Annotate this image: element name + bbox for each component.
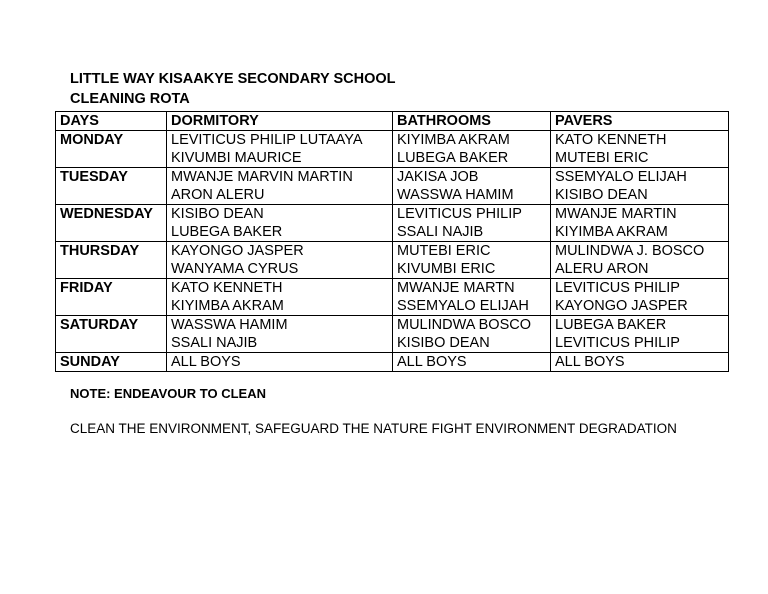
day-cell: THURSDAY [56,242,167,279]
assignee-name: MWANJE MARVIN MARTIN [171,169,353,185]
header-days: DAYS [56,112,167,131]
assignee-name: JAKISA JOB [397,169,479,185]
assignee-name: LEVITICUS PHILIP LUTAAYA [171,132,363,148]
table-header-row [56,112,729,131]
bathrooms-cell [393,131,551,168]
assignee-name: KISIBO DEAN [555,187,648,203]
day-cell: MONDAY [56,131,167,168]
pavers-cell [551,316,729,353]
assignee-name: SSALI NAJIB [397,224,484,240]
bathrooms-cell [393,242,551,279]
note-heading: NOTE: ENDEAVOUR TO CLEAN [70,386,266,401]
assignee-name: KIVUMBI ERIC [397,261,496,277]
cleaning-rota-table [55,111,729,372]
assignee-name: KIVUMBI MAURICE [171,150,302,166]
table-row [56,242,729,279]
table-row [56,131,729,168]
rota-title: CLEANING ROTA [70,91,190,107]
assignee-name: MUTEBI ERIC [555,150,649,166]
pavers-cell [551,205,729,242]
assignee-name: ALERU ARON [555,261,649,277]
assignee-name: WASSWA HAMIM [171,317,288,333]
assignee-name: KAYONGO JASPER [555,298,688,314]
bathrooms-cell [393,168,551,205]
assignee-name: KATO KENNETH [171,280,283,296]
assignee-name: ARON ALERU [171,187,265,203]
assignee-name: LUBEGA BAKER [397,150,509,166]
assignee-name: ALL BOYS [397,354,467,370]
dormitory-cell [167,279,393,316]
table-row [56,279,729,316]
dormitory-cell [167,242,393,279]
assignee-name: ALL BOYS [171,354,241,370]
assignee-name: WANYAMA CYRUS [171,261,299,277]
header-pavers: PAVERS [551,112,729,131]
dormitory-cell [167,316,393,353]
assignee-name: LEVITICUS PHILIP [555,280,680,296]
bathrooms-cell [393,316,551,353]
bathrooms-cell [393,353,551,372]
dormitory-cell [167,131,393,168]
pavers-cell [551,279,729,316]
assignee-name: SSEMYALO ELIJAH [555,169,687,185]
day-cell: SUNDAY [56,353,167,372]
dormitory-cell [167,205,393,242]
assignee-name: KISIBO DEAN [171,206,264,222]
assignee-name: LUBEGA BAKER [555,317,667,333]
assignee-name: KIYIMBA AKRAM [555,224,668,240]
day-cell: TUESDAY [56,168,167,205]
table-row [56,353,729,372]
header-dormitory: DORMITORY [167,112,393,131]
assignee-name: KIYIMBA AKRAM [171,298,284,314]
assignee-name: ALL BOYS [555,354,625,370]
assignee-name: LEVITICUS PHILIP [397,206,522,222]
school-name: LITTLE WAY KISAAKYE SECONDARY SCHOOL [70,71,396,87]
dormitory-cell [167,353,393,372]
assignee-name: MULINDWA J. BOSCO [555,243,705,259]
table-body [56,131,729,372]
assignee-name: SSALI NAJIB [171,335,258,351]
dormitory-cell [167,168,393,205]
assignee-name: LEVITICUS PHILIP [555,335,680,351]
assignee-name: KIYIMBA AKRAM [397,132,510,148]
bathrooms-cell [393,279,551,316]
assignee-name: MWANJE MARTIN [555,206,677,222]
assignee-name: MWANJE MARTN [397,280,515,296]
pavers-cell [551,353,729,372]
assignee-name: WASSWA HAMIM [397,187,514,203]
day-cell: FRIDAY [56,279,167,316]
bathrooms-cell [393,205,551,242]
table-row [56,205,729,242]
assignee-name: KATO KENNETH [555,132,667,148]
day-cell: WEDNESDAY [56,205,167,242]
pavers-cell [551,131,729,168]
day-cell: SATURDAY [56,316,167,353]
table-row [56,168,729,205]
assignee-name: MUTEBI ERIC [397,243,491,259]
pavers-cell [551,168,729,205]
assignee-name: MULINDWA BOSCO [397,317,532,333]
assignee-name: KAYONGO JASPER [171,243,304,259]
assignee-name: SSEMYALO ELIJAH [397,298,529,314]
header-bathrooms: BATHROOMS [393,112,551,131]
pavers-cell [551,242,729,279]
table-row [56,316,729,353]
note-body: CLEAN THE ENVIRONMENT, SAFEGUARD THE NATURE FIGHT ENVIRONMENT DEGRADATION [70,421,677,436]
assignee-name: LUBEGA BAKER [171,224,283,240]
assignee-name: KISIBO DEAN [397,335,490,351]
